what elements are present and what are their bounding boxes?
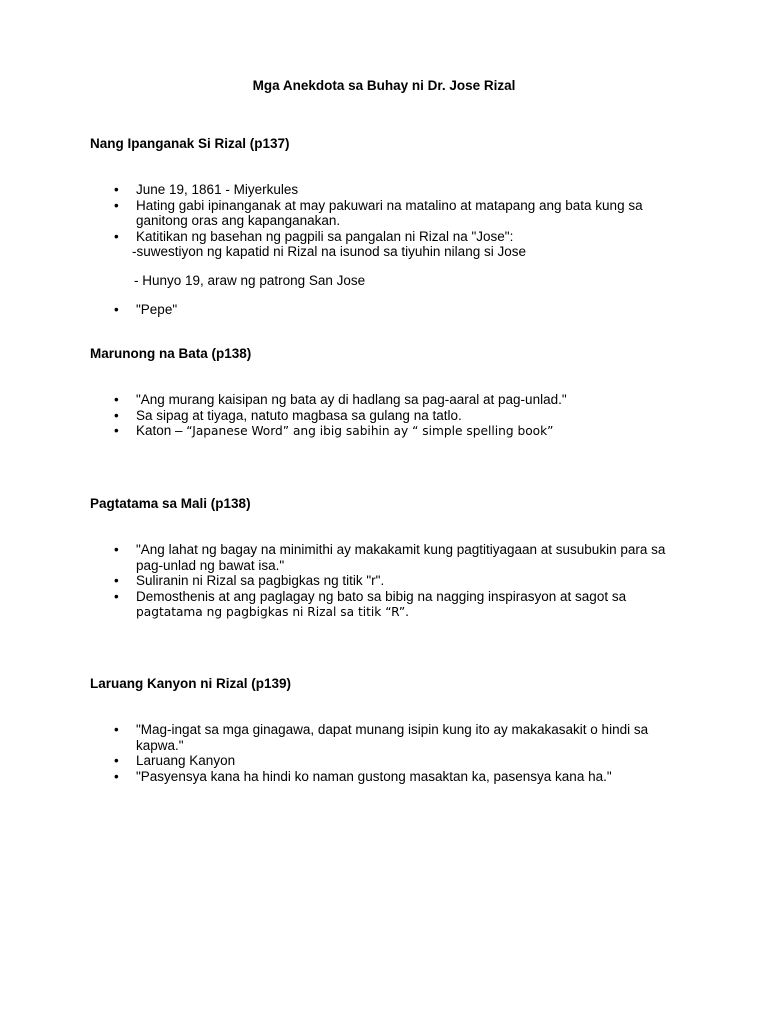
bullet-icon: •	[114, 753, 119, 768]
list-item: • Suliranin ni Rizal sa pagbigkas ng titik "r".	[114, 573, 385, 588]
list-item: • Katon – “Japanese Word” ang ibig sabihin ay “ simple spelling book”	[114, 423, 554, 438]
bullet-icon: •	[114, 182, 119, 197]
bullet-icon: •	[114, 228, 119, 244]
bullet-icon: •	[114, 392, 119, 407]
list-item: • Demosthenis at ang paglagay ng bato sa bibig na nagging inspirasyon at sagot sa pagtatama ng pagbigkas ni Rizal sa titik “R”.	[114, 588, 627, 619]
bullet-icon: •	[114, 722, 119, 737]
bullet-icon: •	[114, 423, 119, 438]
bullet-icon: •	[114, 302, 119, 317]
list-item: • Hating gabi ipinanganak at may pakuwari na matalino at matapang ang bata kung sa ganitong oras ang kapanganakan.	[114, 197, 643, 228]
sub-line-suwestiyon: -suwestiyon ng kapatid ni Rizal na isunod sa tiyuhin nilang si Jose	[132, 244, 526, 259]
sub-line-hunyo: - Hunyo 19, araw ng patrong San Jose	[134, 273, 366, 288]
bullet-icon: •	[114, 588, 119, 604]
bullet-icon: •	[114, 407, 119, 423]
bullet-list-pagtatama	[90, 542, 690, 621]
list-item: • Katitikan ng basehan ng pagpili sa pangalan ni Rizal na "Jose":	[114, 228, 514, 244]
list-item: • "Pasyensya kana ha hindi ko naman gustong masaktan ka, pasensya kana ha."	[114, 768, 612, 784]
section-heading-marunong: Marunong na Bata (p138)	[90, 346, 252, 361]
document-title: Mga Anekdota sa Buhay ni Dr. Jose Rizal	[252, 78, 516, 93]
bullet-icon: •	[114, 768, 119, 784]
bullet-list-laruang-kanyon	[90, 722, 690, 784]
list-item: • "Ang lahat ng bagay na minimithi ay makakamit kung pagtitiyagaan at susubukin para sa pag-unlad ng bawat isa."	[114, 542, 666, 573]
list-item: • June 19, 1861 - Miyerkules	[114, 182, 299, 197]
bullet-list-marunong	[90, 392, 690, 440]
bullet-list-nang-ipanganak	[90, 182, 690, 244]
bullet-icon: •	[114, 542, 119, 557]
list-item: • Sa sipag at tiyaga, natuto magbasa sa gulang na tatlo.	[114, 407, 462, 423]
section-heading-laruang-kanyon: Laruang Kanyon ni Rizal (p139)	[90, 676, 292, 691]
bullet-icon: •	[114, 197, 119, 213]
list-item: • "Pepe"	[114, 302, 178, 317]
bullet-list-pepe	[90, 302, 690, 318]
bullet-icon: •	[114, 573, 119, 588]
list-item: • "Ang murang kaisipan ng bata ay di hadlang sa pag-aaral at pag-unlad."	[114, 392, 567, 407]
list-item: • Laruang Kanyon	[114, 753, 236, 768]
section-heading-pagtatama: Pagtatama sa Mali (p138)	[90, 496, 251, 511]
section-heading-nang-ipanganak: Nang Ipanganak Si Rizal (p137)	[90, 136, 290, 151]
list-item: • "Mag-ingat sa mga ginagawa, dapat munang isipin kung ito ay makakasakit o hindi sa kapwa."	[114, 722, 649, 753]
